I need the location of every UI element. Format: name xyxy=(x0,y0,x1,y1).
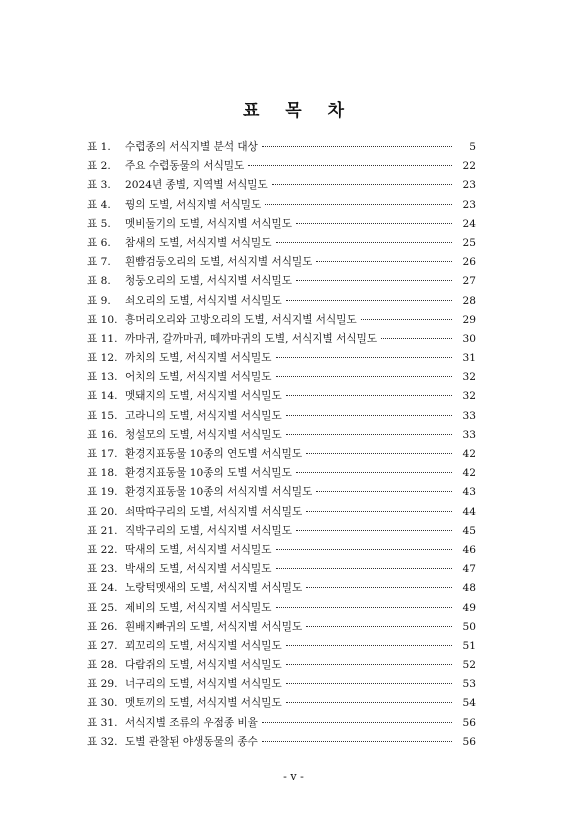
toc-entry[interactable] xyxy=(87,197,476,216)
toc-entry-title: 도별 관찰된 야생동물의 종수 xyxy=(125,735,258,748)
toc-entry-page: 52 xyxy=(462,659,476,672)
dot-leader xyxy=(262,722,452,723)
toc-entry-title: 환경지표동물 10종의 연도별 서식밀도 xyxy=(125,448,303,460)
toc-entry-label: 표 9. xyxy=(87,294,111,307)
toc-entry-label: 표 8. xyxy=(87,275,111,288)
toc-entry-title: 흥머리오리와 고방오리의 도별, 서식지별 서식밀도 xyxy=(125,313,357,326)
toc-entry[interactable] xyxy=(87,676,476,695)
dot-leader xyxy=(265,204,452,205)
toc-entry[interactable] xyxy=(87,254,476,273)
toc-entry-label: 표 19. xyxy=(87,486,118,499)
toc-entry-label: 표 11. xyxy=(87,332,118,345)
toc-entry-label: 표 12. xyxy=(87,352,118,365)
toc-entry-page: 54 xyxy=(462,697,476,710)
dot-leader xyxy=(286,702,452,703)
toc-entry-label: 표 28. xyxy=(87,659,118,672)
toc-entry-page: 43 xyxy=(462,486,476,499)
page-number: - v - xyxy=(283,770,304,783)
toc-entry-title: 청둥오리의 도별, 서식지별 서식밀도 xyxy=(125,275,292,288)
toc-entry-label: 표 32. xyxy=(87,735,118,748)
toc-entry-title: 까치의 도별, 서식지별 서식밀도 xyxy=(125,352,272,365)
dot-leader xyxy=(276,242,452,243)
toc-entry-label: 표 3. xyxy=(87,179,111,192)
toc-entry-title: 직박구리의 도별, 서식지별 서식밀도 xyxy=(125,524,292,537)
toc-entry[interactable] xyxy=(87,388,476,407)
dot-leader xyxy=(262,146,452,147)
toc-entry-page: 46 xyxy=(462,543,476,556)
toc-entry[interactable] xyxy=(87,734,476,753)
toc-entry-page: 50 xyxy=(462,620,476,633)
dot-leader xyxy=(286,415,452,416)
toc-entry-title: 꿩의 도별, 서식지별 서식밀도 xyxy=(125,198,262,211)
toc-entry-title: 멧비둘기의 도별, 서식지별 서식밀도 xyxy=(125,217,292,230)
dot-leader xyxy=(306,453,452,454)
dot-leader xyxy=(276,549,452,550)
toc-entry-title: 노랑턱멧새의 도별, 서식지별 서식밀도 xyxy=(125,582,303,595)
toc-entry-page: 51 xyxy=(462,639,476,652)
toc-entry[interactable] xyxy=(87,216,476,235)
toc-entry[interactable] xyxy=(87,273,476,292)
toc-entry[interactable] xyxy=(87,580,476,599)
toc-entry[interactable] xyxy=(87,139,476,158)
toc-entry-label: 표 5. xyxy=(87,217,111,230)
toc-entry[interactable] xyxy=(87,293,476,312)
toc-entry[interactable] xyxy=(87,504,476,523)
toc-entry-title: 다람쥐의 도별, 서식지별 서식밀도 xyxy=(125,659,282,672)
toc-entry[interactable] xyxy=(87,331,476,350)
toc-entry[interactable] xyxy=(87,619,476,638)
toc-entry-page: 44 xyxy=(462,505,476,518)
toc-entry-page: 29 xyxy=(462,313,476,326)
toc-entry-page: 42 xyxy=(462,467,476,480)
toc-entry-title: 고라니의 도별, 서식지별 서식밀도 xyxy=(125,409,282,422)
toc-entry-title: 환경지표동물 10종의 서식지별 서식밀도 xyxy=(125,486,313,499)
dot-leader xyxy=(286,645,452,646)
page-title: 표 목 차 xyxy=(242,101,355,121)
toc-entry-page: 33 xyxy=(462,428,476,441)
toc-entry[interactable] xyxy=(87,369,476,388)
dot-leader xyxy=(306,511,452,512)
toc-entry-label: 표 23. xyxy=(87,563,118,576)
dot-leader xyxy=(316,261,452,262)
toc-entry-title: 참새의 도별, 서식지별 서식밀도 xyxy=(125,236,272,249)
dot-leader xyxy=(248,165,452,166)
toc-entry-page: 30 xyxy=(462,332,476,345)
toc-entry-page: 26 xyxy=(462,256,476,269)
dot-leader xyxy=(286,395,452,396)
dot-leader xyxy=(286,434,452,435)
dot-leader xyxy=(276,357,452,358)
dot-leader xyxy=(272,184,452,185)
dot-leader xyxy=(381,338,452,339)
toc-entry-label: 표 26. xyxy=(87,620,118,633)
toc-entry-page: 25 xyxy=(462,236,476,249)
toc-entry-title: 까마귀, 갈까마귀, 떼까마귀의 도별, 서식지별 서식밀도 xyxy=(125,332,378,345)
toc-entry[interactable] xyxy=(87,465,476,484)
toc-entry-title: 흰배지빠귀의 도별, 서식지별 서식밀도 xyxy=(125,620,303,633)
toc-entry-title: 쇠딱따구리의 도별, 서식지별 서식밀도 xyxy=(125,505,303,518)
toc-entry-page: 22 xyxy=(462,160,476,173)
toc-entry-label: 표 15. xyxy=(87,409,118,422)
toc-entry-title: 흰뺨검둥오리의 도별, 서식지별 서식밀도 xyxy=(125,256,313,269)
toc-entry-label: 표 24. xyxy=(87,582,118,595)
toc-entry-page: 42 xyxy=(462,448,476,460)
toc-entry-label: 표 31. xyxy=(87,716,118,729)
toc-entry-title: 제비의 도별, 서식지별 서식밀도 xyxy=(125,601,272,614)
toc-entry-page: 31 xyxy=(462,352,476,365)
toc-entry[interactable] xyxy=(87,523,476,542)
dot-leader xyxy=(296,472,452,473)
toc-entry-title: 서식지별 조류의 우점종 비율 xyxy=(125,716,258,729)
toc-entry[interactable] xyxy=(87,427,476,446)
dot-leader xyxy=(296,280,452,281)
dot-leader xyxy=(306,587,452,588)
toc-entry-page: 49 xyxy=(462,601,476,614)
toc-entry-label: 표 6. xyxy=(87,236,111,249)
toc-entry-label: 표 2. xyxy=(87,160,111,173)
toc-entry-page: 23 xyxy=(462,179,476,192)
dot-leader xyxy=(306,626,452,627)
toc-entry-label: 표 16. xyxy=(87,428,118,441)
toc-entry-page: 56 xyxy=(462,716,476,729)
toc-entry-page: 5 xyxy=(469,141,476,153)
dot-leader xyxy=(361,319,452,320)
toc-entry-title: 2024년 종별, 지역별 서식밀도 xyxy=(125,179,268,192)
toc-entry-title: 어치의 도별, 서식지별 서식밀도 xyxy=(125,371,272,384)
toc-entry-page: 56 xyxy=(462,735,476,748)
toc-entry-page: 32 xyxy=(462,390,476,403)
toc-entry-label: 표 1. xyxy=(87,141,111,153)
toc-entry-page: 33 xyxy=(462,409,476,422)
toc-entry-title: 멧토끼의 도별, 서식지별 서식밀도 xyxy=(125,697,282,710)
toc-entry-label: 표 27. xyxy=(87,639,118,652)
toc-entry[interactable] xyxy=(87,408,476,427)
toc-entry-page: 24 xyxy=(462,217,476,230)
toc-entry[interactable] xyxy=(87,695,476,714)
dot-leader xyxy=(276,568,452,569)
toc-entry[interactable] xyxy=(87,446,476,465)
dot-leader xyxy=(286,300,452,301)
toc-entry[interactable] xyxy=(87,715,476,734)
toc-entry[interactable] xyxy=(87,235,476,254)
toc-entry-label: 표 17. xyxy=(87,448,118,460)
toc-entry-title: 박새의 도별, 서식지별 서식밀도 xyxy=(125,563,272,576)
toc-entry-title: 청설모의 도별, 서식지별 서식밀도 xyxy=(125,428,282,441)
toc-entry[interactable] xyxy=(87,542,476,561)
toc-entry-title: 주요 수렵동물의 서식밀도 xyxy=(125,160,245,173)
toc-entry-label: 표 20. xyxy=(87,505,118,518)
toc-entry-label: 표 7. xyxy=(87,256,111,269)
toc-entry-page: 23 xyxy=(462,198,476,211)
toc-entry-label: 표 4. xyxy=(87,198,111,211)
toc-entry-title: 환경지표동물 10종의 도별 서식밀도 xyxy=(125,467,292,480)
toc-entry[interactable] xyxy=(87,484,476,503)
toc-entry-title: 꾀꼬리의 도별, 서식지별 서식밀도 xyxy=(125,639,282,652)
toc-entry-label: 표 30. xyxy=(87,697,118,710)
toc-entry-page: 53 xyxy=(462,678,476,691)
dot-leader xyxy=(286,683,452,684)
toc-entry[interactable] xyxy=(87,177,476,196)
dot-leader xyxy=(296,530,452,531)
toc-entry-page: 32 xyxy=(462,371,476,384)
toc-entry-label: 표 18. xyxy=(87,467,118,480)
toc-entry-label: 표 29. xyxy=(87,678,118,691)
toc-entry[interactable] xyxy=(87,638,476,657)
toc-entry-title: 너구리의 도별, 서식지별 서식밀도 xyxy=(125,678,282,691)
toc-entry-label: 표 13. xyxy=(87,371,118,384)
dot-leader xyxy=(276,376,452,377)
toc-entry[interactable] xyxy=(87,350,476,369)
dot-leader xyxy=(286,664,452,665)
toc-entry-page: 27 xyxy=(462,275,476,288)
toc-entry[interactable] xyxy=(87,600,476,619)
toc-entry[interactable] xyxy=(87,312,476,331)
dot-leader xyxy=(276,607,452,608)
toc-entry-page: 47 xyxy=(462,563,476,576)
toc-entry-title: 수렵종의 서식지별 분석 대상 xyxy=(125,141,258,153)
toc-entry-label: 표 10. xyxy=(87,313,118,326)
toc-entry-label: 표 14. xyxy=(87,390,118,403)
table-of-contents xyxy=(87,139,476,753)
dot-leader xyxy=(262,741,452,742)
toc-entry-title: 멧돼지의 도별, 서식지별 서식밀도 xyxy=(125,390,282,403)
toc-entry-title: 쇠오리의 도별, 서식지별 서식밀도 xyxy=(125,294,282,307)
dot-leader xyxy=(316,491,452,492)
toc-entry[interactable] xyxy=(87,158,476,177)
dot-leader xyxy=(296,223,452,224)
toc-entry-label: 표 21. xyxy=(87,524,118,537)
toc-entry-title: 딱새의 도별, 서식지별 서식밀도 xyxy=(125,543,272,556)
toc-entry-label: 표 25. xyxy=(87,601,118,614)
toc-entry[interactable] xyxy=(87,657,476,676)
toc-entry-page: 45 xyxy=(462,524,476,537)
toc-entry-page: 28 xyxy=(462,294,476,307)
toc-entry[interactable] xyxy=(87,561,476,580)
toc-entry-page: 48 xyxy=(462,582,476,595)
toc-entry-label: 표 22. xyxy=(87,543,118,556)
